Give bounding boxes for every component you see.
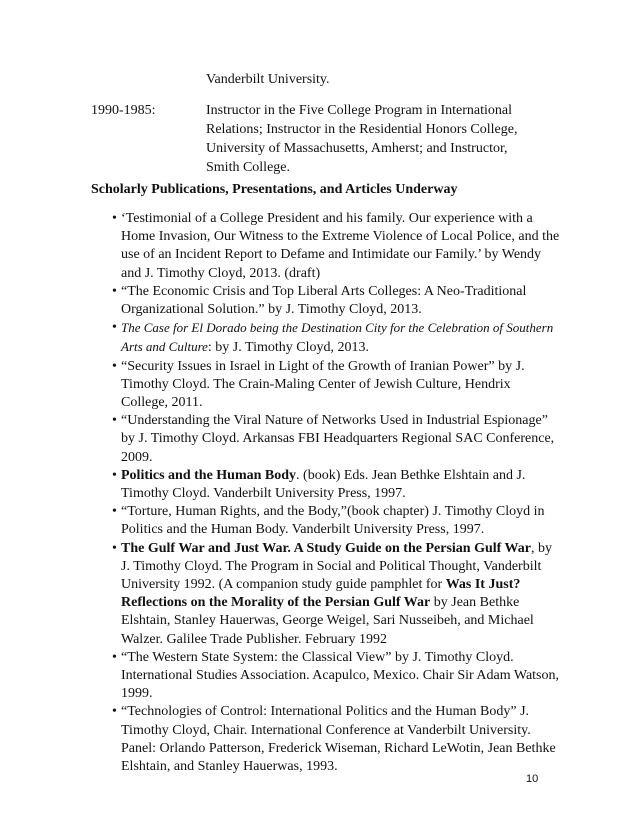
bullet-icon: • — [112, 283, 117, 299]
list-item — [91, 540, 561, 649]
bullet-icon: • — [112, 540, 117, 556]
list-item — [91, 358, 561, 413]
publication-text: “The Western State System: the Classical View” by J. Timothy Cloyd. International Studies Association. Acapulco, Mexico. Chair Sir Adam Watson, 1999. — [121, 649, 559, 702]
page-number: 10 — [526, 773, 539, 785]
publication-text: , by J. Timothy Cloyd. The Program in Social and Political Thought, Vanderbilt University 1992. (A companion study guide pamphlet for — [121, 540, 552, 593]
bullet-icon: • — [112, 358, 117, 374]
publication-title: Politics and the Human Body — [121, 467, 297, 483]
list-item — [91, 283, 561, 319]
publication-text: “The Economic Crisis and Top Liberal Arts Colleges: A Neo-Traditional Organizational Solution.” by J. Timothy Cloyd, 2013. — [121, 283, 527, 318]
list-item — [91, 467, 561, 503]
list-item — [91, 503, 561, 539]
publication-title-secondary: Was It Just? Reflections on the Morality of the Persian Gulf War — [121, 577, 521, 611]
list-item — [91, 649, 561, 704]
bullet-icon: • — [112, 413, 117, 429]
entry-years: 1990-1985: — [91, 103, 156, 118]
publication-text: “Torture, Human Rights, and the Body,”(book chapter) J. Timothy Cloyd in Politics and the Human Body. Vanderbilt University Press, 1997. — [121, 504, 545, 538]
bullet-icon: • — [112, 704, 117, 720]
publication-title: The Case for El Dorado being the Destination City for the Celebration of Southern Arts and Culture — [121, 320, 554, 355]
section-heading: Scholarly Publications, Presentations, and Articles Underway — [91, 182, 458, 197]
publication-text: “Technologies of Control: International Politics and the Human Body” J. Timothy Cloyd, Chair. International Conference at Vanderbilt University. Panel: Orlando Patterson, Frederick Wiseman, Richard LeWotin, Jean Bethke Elshtain, and Stanley Hauerwas, 1993. — [121, 704, 556, 775]
entry-description: Instructor in the Five College Program in International Relations; Instructor in the Residential Honors College, University of Massachusetts, Amherst; and Instructor, Smith College. — [206, 103, 518, 175]
bullet-icon: • — [112, 467, 117, 483]
publication-text: by Jean Bethke Elshtain, Stanley Hauerwas, George Weigel, Sari Nusseibeh, and Michael Walzer. Galilee Trade Publisher. February 1992 — [121, 595, 534, 647]
list-item — [91, 703, 561, 776]
publication-text: . (book) Eds. Jean Bethke Elshtain and J. Timothy Cloyd. Vanderbilt University Press, 1997. — [121, 467, 526, 502]
publication-text: “Security Issues in Israel in Light of the Growth of Iranian Power” by J. Timothy Cloyd. The Crain-Maling Center of Jewish Culture, Hendrix College, 2011. — [121, 358, 525, 411]
publication-text: : by J. Timothy Cloyd, 2013. — [207, 340, 369, 356]
bullet-icon: • — [112, 649, 117, 665]
bullet-icon: • — [112, 320, 117, 336]
list-item — [91, 412, 561, 467]
continuation-line: Vanderbilt University. — [206, 72, 330, 87]
list-item — [91, 210, 561, 283]
bullet-icon: • — [112, 211, 117, 226]
list-item — [91, 319, 561, 357]
bullet-icon: • — [112, 504, 117, 520]
publication-text: ‘Testimonial of a College President and his family. Our experience with a Home Invasion, Our Witness to the Extreme Violence of Local Police, and the use of an Incident Report to Defame and Intimidate our Family.’ by Wendy and J. Timothy Cloyd, 2013. (draft) — [121, 211, 560, 281]
publications-list — [91, 210, 561, 776]
publication-text: “Understanding the Viral Nature of Networks Used in Industrial Espionage” by J. Timothy Cloyd. Arkansas FBI Headquarters Regional SAC Conference, 2009. — [121, 413, 555, 465]
publication-title: The Gulf War and Just War. A Study Guide on the Persian Gulf War — [121, 540, 531, 556]
